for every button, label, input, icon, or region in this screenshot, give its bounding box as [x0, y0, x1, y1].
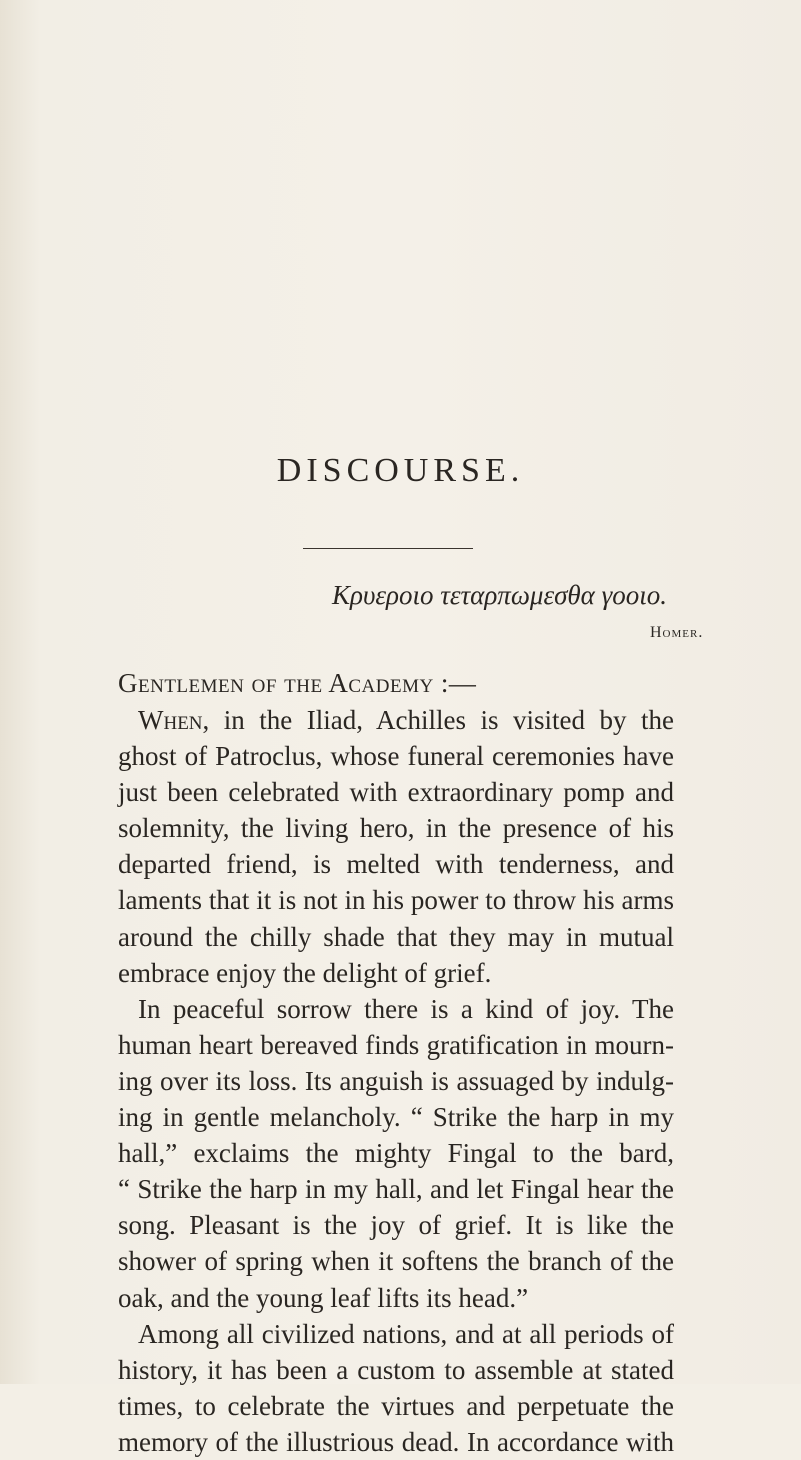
text-line — [118, 702, 674, 738]
chapter-title: DISCOURSE. — [276, 452, 525, 489]
text-line: embrace enjoy the delight of grief. — [118, 957, 492, 988]
text-line: In peaceful sorrow there is a kind of joy. The — [138, 993, 674, 1024]
text-line: “ Strike the harp in my hall, and let Fingal hear the — [118, 1174, 674, 1205]
text-line: ghost of Patroclus, whose funeral ceremonies have — [118, 741, 674, 772]
text-line: shower of spring when it softens the branch of the — [118, 1246, 674, 1277]
text-line: oak, and the young leaf lifts its head.” — [118, 1282, 529, 1313]
text-line: around the chilly shade that they may in mutual — [118, 921, 674, 952]
epigraph-attribution: Homer. — [650, 624, 704, 641]
text-line: hall,” exclaims the mighty Fingal to the bard, — [118, 1138, 674, 1169]
text-line: ing in gentle melancholy. “ Strike the harp in my — [118, 1102, 674, 1133]
text-line: human heart bereaved finds gratification in mourn- — [118, 1029, 674, 1060]
text-line: solemnity, the living hero, in the presence of his — [118, 813, 674, 844]
text-line: departed friend, is melted with tenderness, and — [118, 849, 674, 880]
text-line: Among all civilized nations, and at all periods of — [138, 1318, 674, 1349]
text-line: song. Pleasant is the joy of grief. It is like the — [118, 1210, 674, 1241]
text-line-content: in the Iliad, Achilles is visited by the — [209, 705, 674, 735]
salutation: Gentlemen of the Academy :— — [118, 668, 477, 698]
title-divider — [303, 548, 473, 549]
text-line: just been celebrated with extraordinary pomp and — [118, 777, 674, 808]
greek-epigraph: Κρυεροιο τεταρπωμεσθα γοοιο. — [332, 580, 667, 610]
text-line: times, to celebrate the virtues and perpetuate the — [118, 1390, 674, 1421]
body-text — [118, 702, 674, 1460]
text-line: laments that it is not in his power to throw his arms — [118, 885, 674, 916]
text-line: memory of the illustrious dead. In accordance with — [118, 1426, 674, 1457]
text-line: ing over its loss. Its anguish is assuaged by indulg- — [118, 1065, 674, 1096]
text-line-lead: When, — [138, 705, 210, 735]
text-line: history, it has been a custom to assemble at stated — [118, 1354, 674, 1385]
